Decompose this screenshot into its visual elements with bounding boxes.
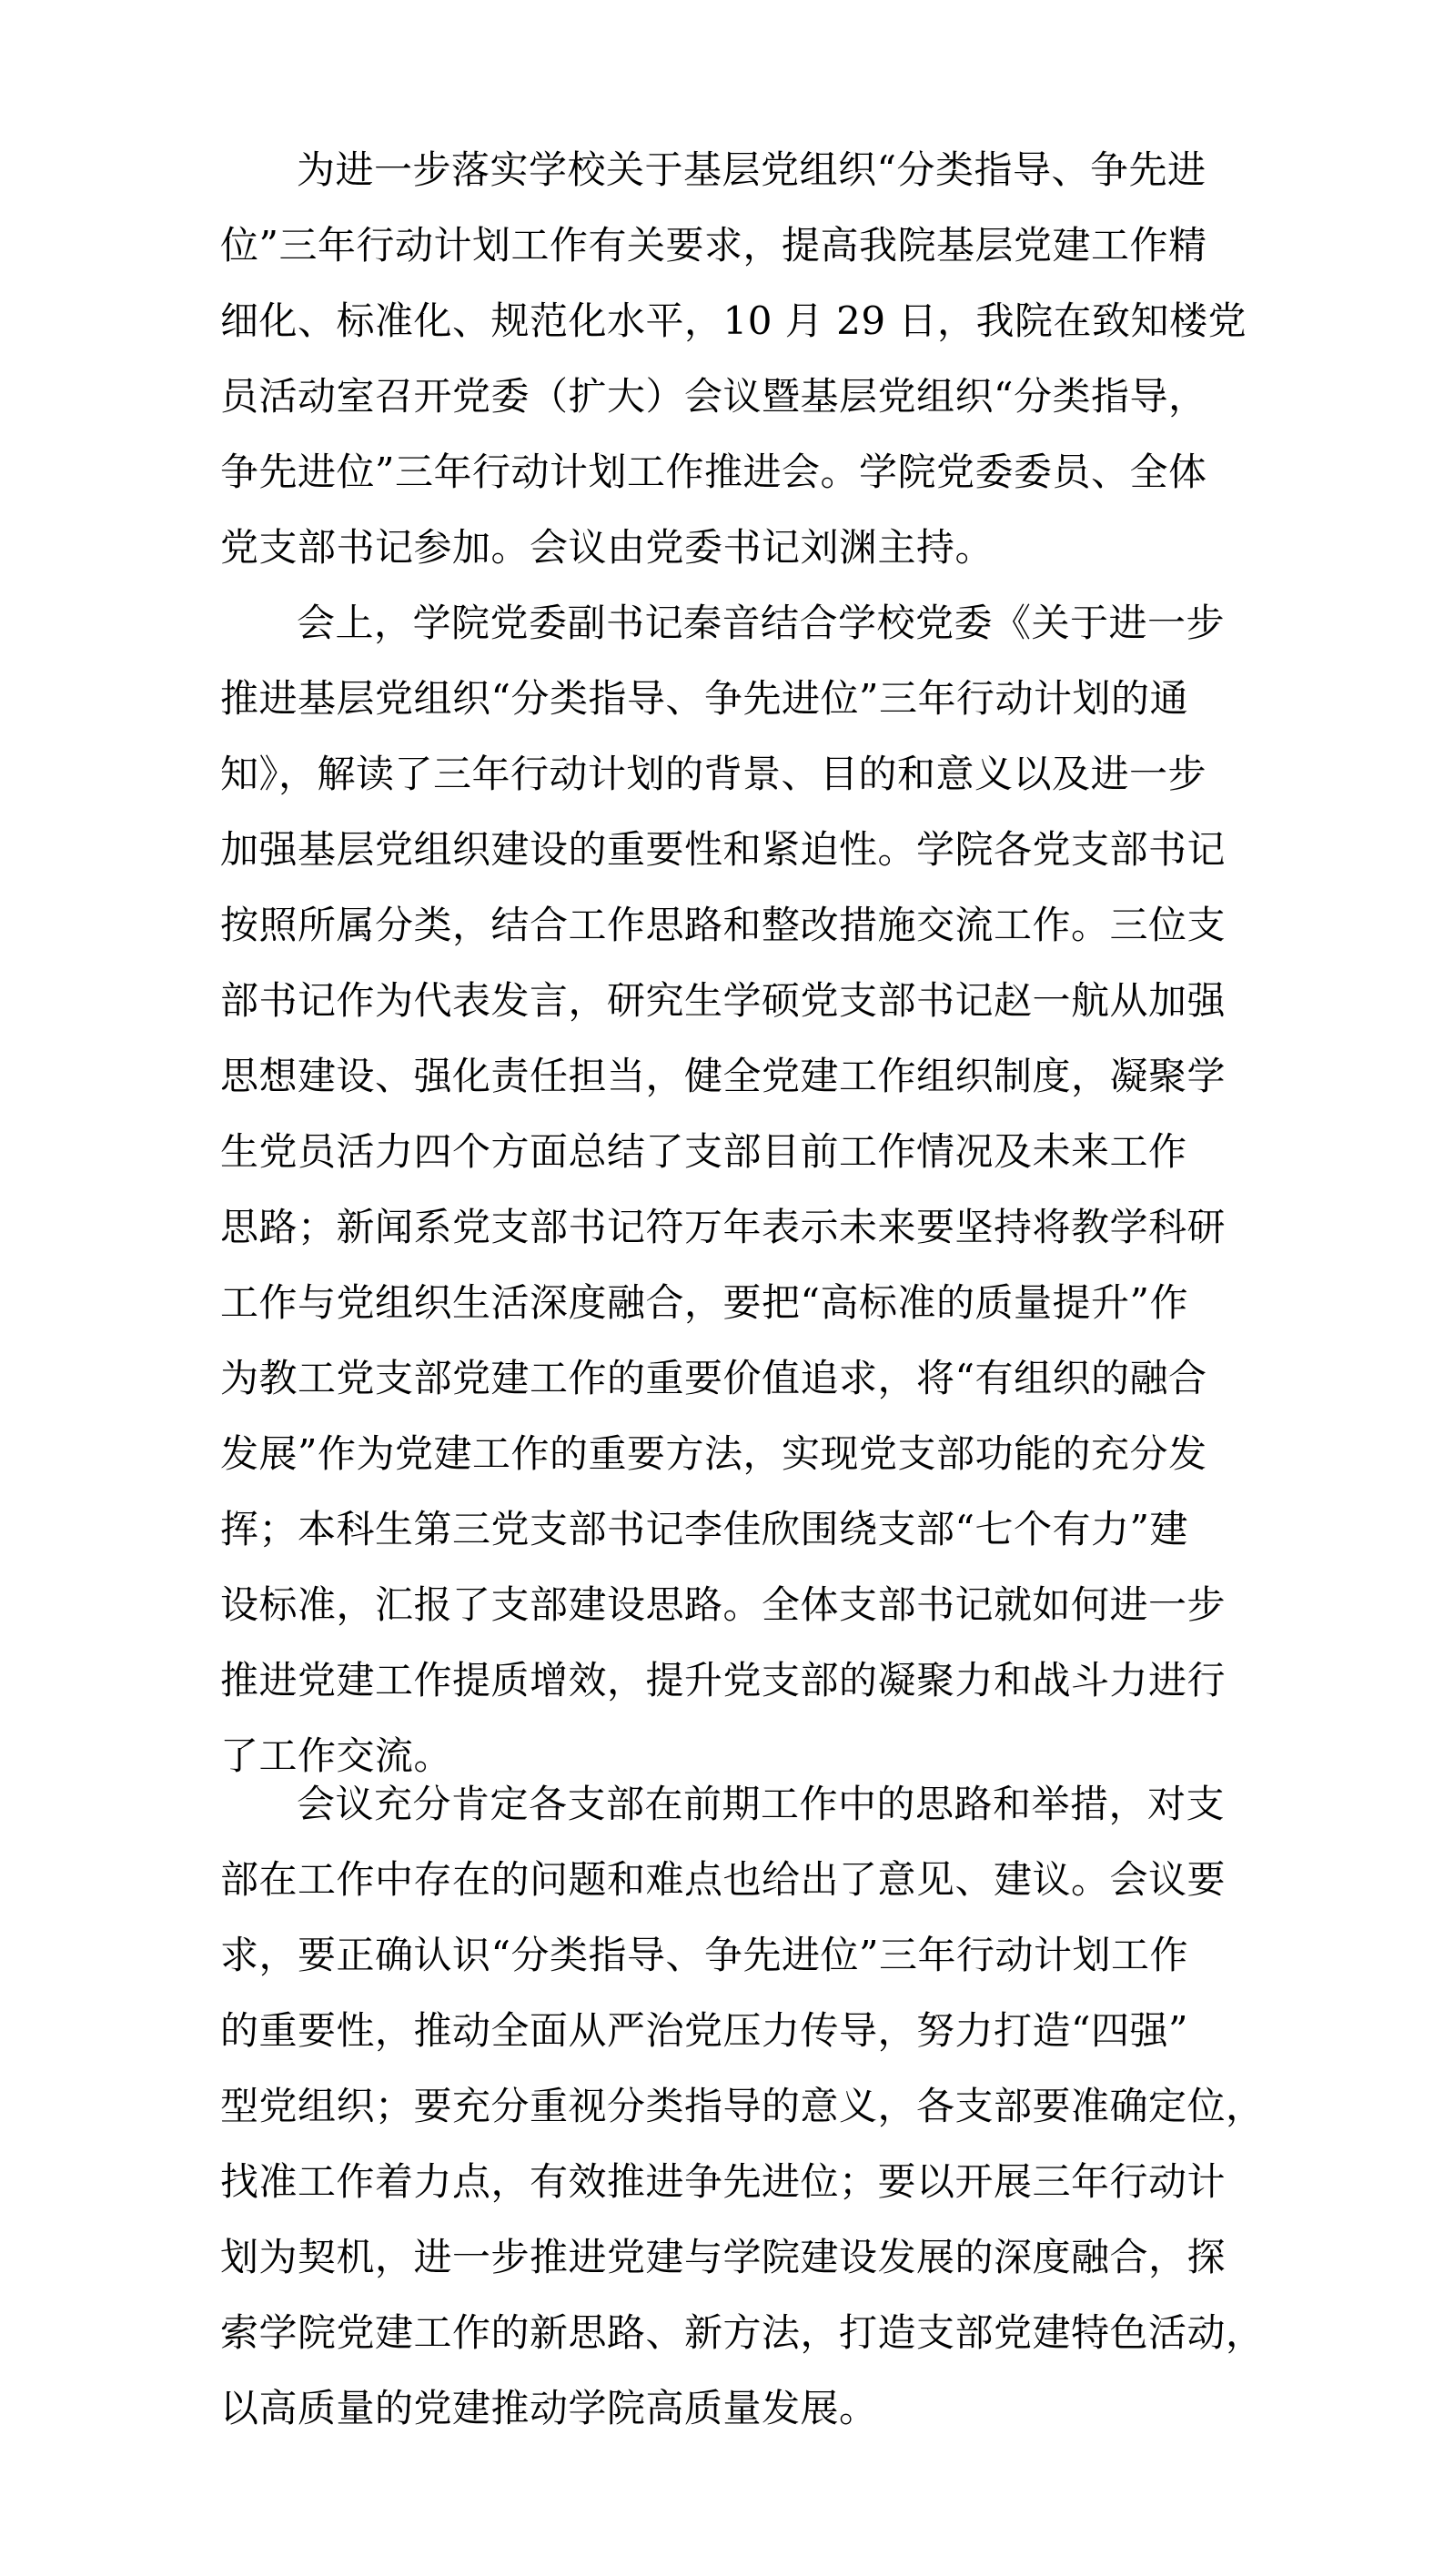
text-line: 求，要正确认识“分类指导、争先进位”三年行动计划工作 xyxy=(220,1933,1188,1977)
text-line: 争先进位”三年行动计划工作推进会。学院党委委员、全体 xyxy=(220,450,1207,494)
text-line: 推进党建工作提质增效，提升党支部的凝聚力和战斗力进行 xyxy=(220,1658,1227,1702)
text-line: 推进基层党组织“分类指导、争先进位”三年行动计划的通 xyxy=(220,676,1188,721)
text-line: 型党组织；要充分重视分类指导的意义，各支部要准确定位， xyxy=(220,2084,1265,2128)
text-line: 部在工作中存在的问题和难点也给出了意见、建议。会议要 xyxy=(220,1857,1227,1902)
text-line: 细化、标准化、规范化水平，10 月 29 日，我院在致知楼党 xyxy=(220,298,1247,343)
text-line: 党支部书记参加。会议由党委书记刘渊主持。 xyxy=(220,525,995,570)
text-line: 知》，解读了三年行动计划的背景、目的和意义以及进一步 xyxy=(220,752,1207,796)
text-line: 设标准，汇报了支部建设思路。全体支部书记就如何进一步 xyxy=(220,1582,1227,1627)
paragraph-3 xyxy=(220,1766,1348,2446)
text-line: 位”三年行动计划工作有关要求，提高我院基层党建工作精 xyxy=(220,223,1207,268)
paragraph-1 xyxy=(220,132,1348,585)
text-line: 思想建设、强化责任担当，健全党建工作组织制度，凝聚学 xyxy=(220,1054,1227,1098)
text-line: 会上，学院党委副书记秦音结合学校党委《关于进一步 xyxy=(297,601,1226,645)
text-line: 思路；新闻系党支部书记符万年表示未来要坚持将教学科研 xyxy=(220,1205,1227,1249)
text-line: 划为契机，进一步推进党建与学院建设发展的深度融合，探 xyxy=(220,2235,1227,2279)
text-line: 以高质量的党建推动学院高质量发展。 xyxy=(220,2386,878,2430)
text-line: 加强基层党组织建设的重要性和紧迫性。学院各党支部书记 xyxy=(220,827,1227,872)
text-line: 为进一步落实学校关于基层党组织“分类指导、争先进 xyxy=(297,147,1207,192)
text-line: 找准工作着力点，有效推进争先进位；要以开展三年行动计 xyxy=(220,2159,1227,2204)
text-line: 部书记作为代表发言，研究生学硕党支部书记赵一航从加强 xyxy=(220,978,1227,1023)
text-line: 员活动室召开党委（扩大）会议暨基层党组织“分类指导， xyxy=(220,374,1207,419)
text-line: 的重要性，推动全面从严治党压力传导，努力打造“四强” xyxy=(220,2008,1188,2053)
text-line: 工作与党组织生活深度融合，要把“高标准的质量提升”作 xyxy=(220,1280,1188,1325)
text-line: 按照所属分类，结合工作思路和整改措施交流工作。三位支 xyxy=(220,903,1227,947)
text-line: 了工作交流。 xyxy=(220,1733,453,1778)
paragraph-2 xyxy=(220,585,1348,1793)
document-body xyxy=(220,132,1348,2446)
text-line: 发展”作为党建工作的重要方法，实现党支部功能的充分发 xyxy=(220,1431,1207,1476)
text-line: 会议充分肯定各支部在前期工作中的思路和举措，对支 xyxy=(297,1782,1226,1826)
text-line: 为教工党支部党建工作的重要价值追求，将“有组织的融合 xyxy=(220,1356,1207,1400)
text-line: 索学院党建工作的新思路、新方法，打造支部党建特色活动， xyxy=(220,2310,1265,2355)
text-line: 挥；本科生第三党支部书记李佳欣围绕支部“七个有力”建 xyxy=(220,1507,1188,1551)
text-line: 生党员活力四个方面总结了支部目前工作情况及未来工作 xyxy=(220,1129,1187,1174)
